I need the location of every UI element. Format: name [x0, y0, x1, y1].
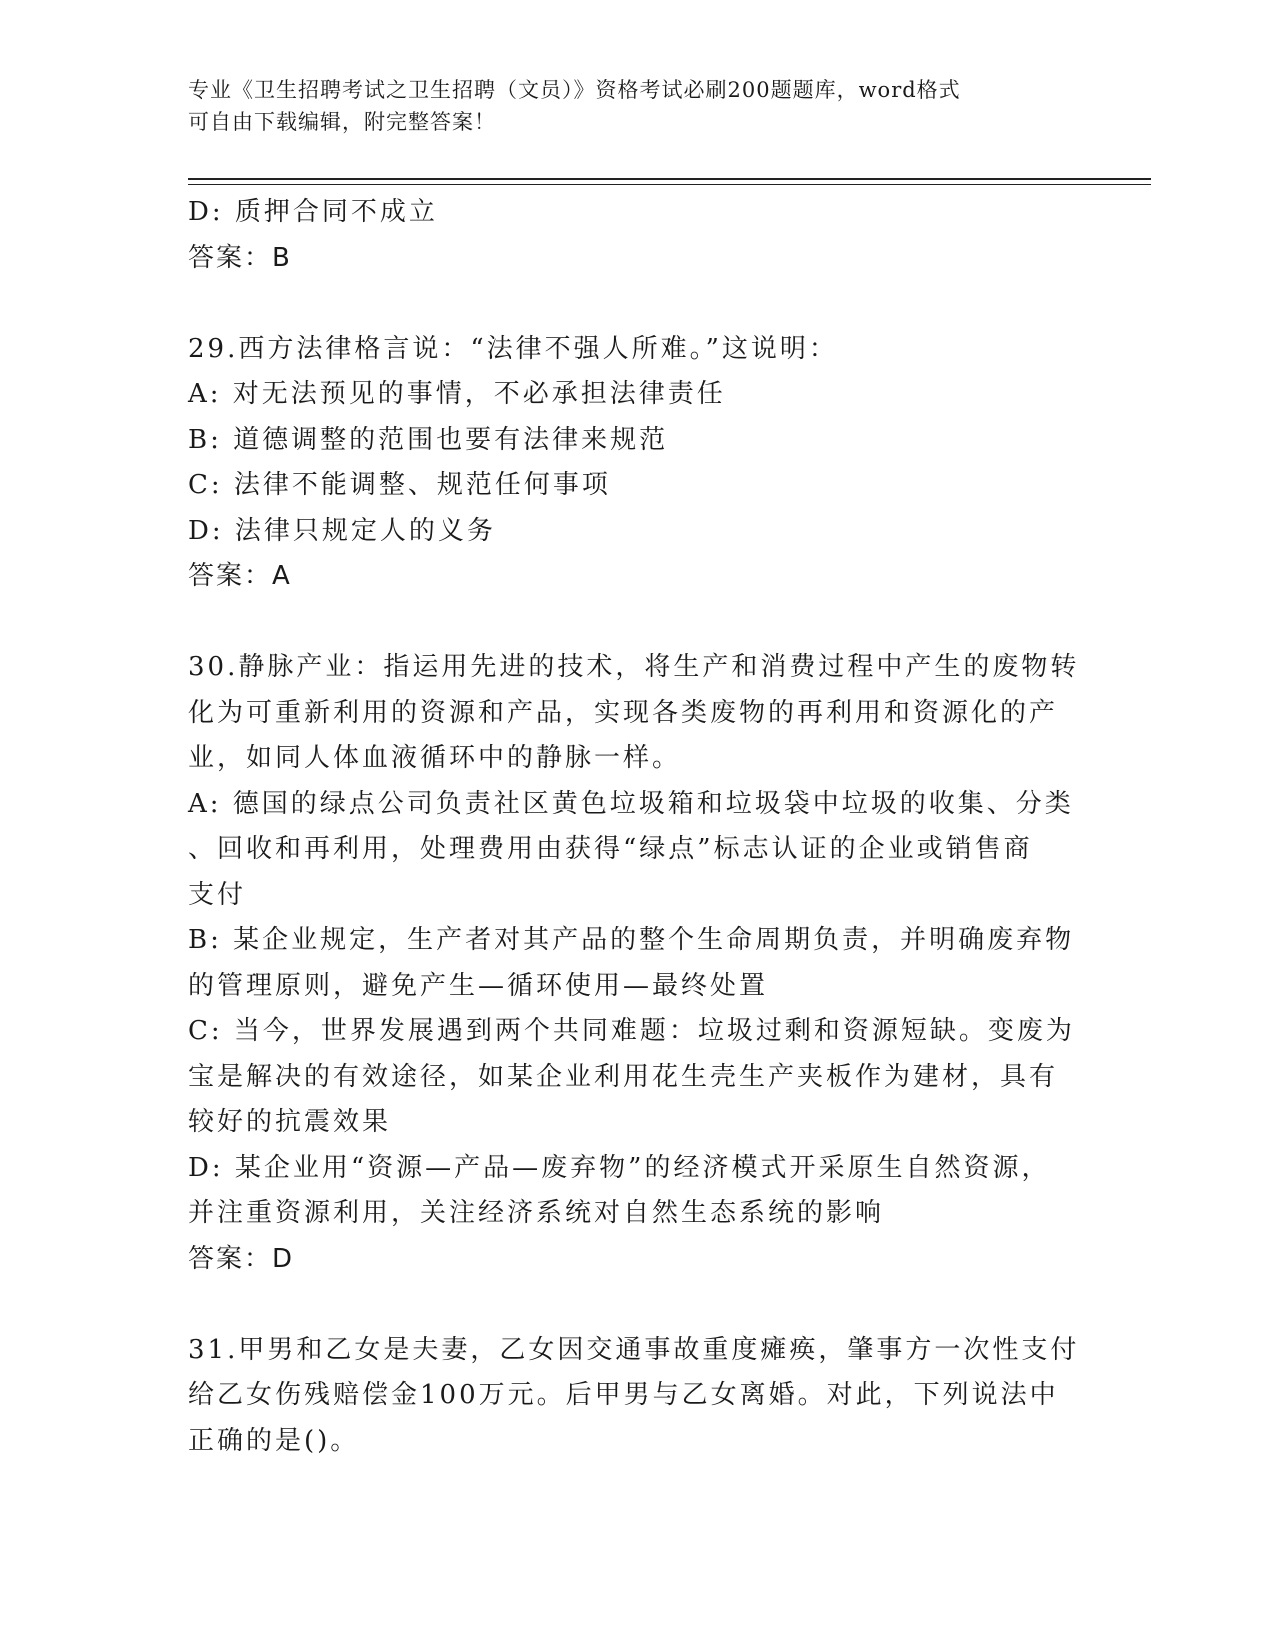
option-c: C: 法律不能调整、规范任何事项 [188, 470, 611, 500]
header-line-1: 专业《卫生招聘考试之卫生招聘（文员）》资格考试必刷200题题库，word格式 [188, 78, 961, 102]
option-a: A: 对无法预见的事情，不必承担法律责任 [188, 379, 726, 409]
question-31 [188, 1328, 1088, 1465]
header-line-2: 可自由下载编辑，附完整答案！ [188, 110, 496, 134]
option-b-line: 的管理原则，避免产生—循环使用—最终处置 [188, 970, 769, 1001]
question-stem: 29.西方法律格言说：“法律不强人所难。”这说明： [188, 333, 838, 364]
spacer [188, 281, 1088, 327]
option-c-line: C: 当今，世界发展遇到两个共同难题：垃圾过剩和资源短缺。变废为 [188, 1016, 1075, 1046]
question-stem-line: 正确的是()。 [188, 1425, 360, 1456]
question-30 [188, 645, 1088, 1282]
question-stem-line: 给乙女伤残赔偿金100万元。后甲男与乙女离婚。对此，下列说法中 [188, 1380, 1059, 1410]
header-divider-thin [188, 184, 1151, 185]
answer-line: 答案：D [188, 1243, 295, 1274]
header-divider-thick [188, 178, 1151, 180]
question-stem-line: 业，如同人体血液循环中的静脉一样。 [188, 743, 682, 773]
option-c-line: 较好的抗震效果 [188, 1107, 392, 1137]
question-stem-line: 30.静脉产业：指运用先进的技术，将生产和消费过程中产生的废物转 [188, 652, 1080, 682]
option-b: B: 道德调整的范围也要有法律来规范 [188, 424, 669, 455]
option-d-line: 并注重资源利用，关注经济系统对自然生态系统的影响 [188, 1198, 885, 1228]
spacer [188, 600, 1088, 646]
document-header [188, 74, 1088, 138]
option-a-line: A: 德国的绿点公司负责社区黄色垃圾箱和垃圾袋中垃圾的收集、分类 [188, 788, 1074, 819]
option-d-line: D: 某企业用“资源—产品—废弃物”的经济模式开采原生自然资源， [188, 1152, 1051, 1183]
question-stem-line: 化为可重新利用的资源和产品，实现各类废物的再利用和资源化的产 [188, 697, 1059, 728]
question-stem-line: 31.甲男和乙女是夫妻，乙女因交通事故重度瘫痪，肇事方一次性支付 [188, 1334, 1080, 1365]
option-b-line: B: 某企业规定，生产者对其产品的整个生命周期负责，并明确废弃物 [188, 925, 1075, 955]
option-a-line: 支付 [188, 879, 247, 910]
question-29 [188, 327, 1088, 600]
option-d: D: 质押合同不成立 [188, 197, 438, 227]
answer-line: 答案：B [188, 242, 292, 273]
answer-line: 答案：A [188, 561, 292, 591]
option-d: D: 法律只规定人的义务 [188, 515, 496, 546]
previous-question-tail [188, 190, 1088, 281]
spacer [188, 1282, 1088, 1328]
option-c-line: 宝是解决的有效途径，如某企业利用花生壳生产夹板作为建材，具有 [188, 1061, 1059, 1092]
question-content [188, 190, 1088, 1464]
option-a-line: 、回收和再利用，处理费用由获得“绿点”标志认证的企业或销售商 [188, 834, 1033, 864]
